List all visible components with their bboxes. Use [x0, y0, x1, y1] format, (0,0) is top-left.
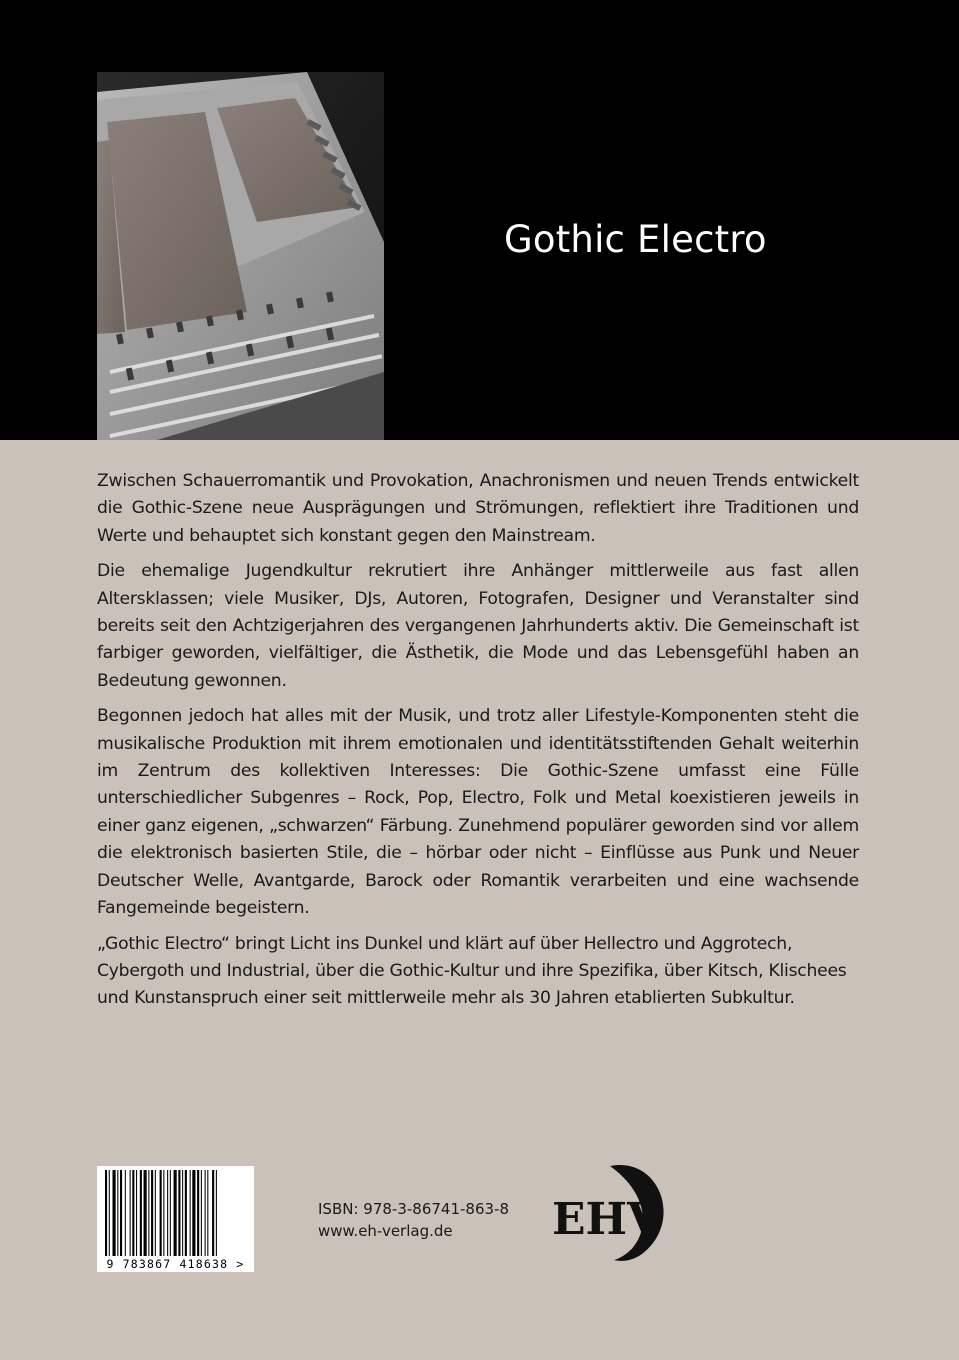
barcode-digits: 9 783867 418638 >: [106, 1257, 245, 1271]
blurb-paragraph: Die ehemalige Jugendkultur rekrutiert ihre Anhänger mittlerweile aus fast allen Altersklassen; viele Musiker, DJs, Autoren, Fotografen, Designer und Veranstalter sind bereits seit den Achtzigerjahren des vergangenen Jahrhunderts aktiv. Die Gemeinschaft ist farbiger geworden, vielfältiger, die Ästhetik, die Mode und das Lebensgefühl haben an Bedeutung gewonnen.: [97, 561, 859, 691]
book-title: Gothic Electro: [504, 218, 767, 261]
logo-text: EHV: [552, 1194, 662, 1245]
cover-top-band: [0, 0, 959, 440]
back-cover-blurb: [97, 468, 859, 1021]
publisher-info: [318, 1198, 509, 1242]
publisher-logo: [548, 1162, 678, 1262]
barcode-bars: [97, 1166, 254, 1258]
cover-photo: [97, 72, 384, 440]
blurb-paragraph: Begonnen jedoch hat alles mit der Musik, und trotz aller Lifestyle-Komponenten steht die musikalische Produktion mit ihrem emotionalen und identitätsstiftenden Gehalt weiterhin im Zentrum des kollektiven Interesses: Die Gothic-Szene umfasst eine Fülle unterschiedlicher Subgenres – Rock, Pop, Electro, Folk und Metal koexistieren jeweils in einer ganz eigenen, „schwarzen“ Färbung. Zunehmend populärer geworden sind vor allem die elektronisch basierten Stile, die – hörbar oder nicht – Einflüsse aus Punk und Neuer Deutscher Welle, Avantgarde, Barock oder Romantik verarbeiten und eine wachsende Fangemeinde begeistern.: [97, 706, 859, 919]
blurb-paragraph: Zwischen Schauerromantik und Provokation, Anachronismen und neuen Trends entwickelt die Gothic-Szene neue Ausprägungen und Strömungen, reflektiert ihre Traditionen und Werte und behauptet sich konstant gegen den Mainstream.: [97, 471, 859, 546]
isbn-text: ISBN: 978-3-86741-863-8: [318, 1200, 509, 1218]
publisher-website: www.eh-verlag.de: [318, 1222, 453, 1240]
blurb-paragraph: „Gothic Electro“ bringt Licht ins Dunkel und klärt auf über Hellectro und Aggrotech, Cybergoth und Industrial, über die Gothic-Kultur und ihre Spezifika, über Kitsch, Klischees und Kunstanspruch einer seit mittlerweile mehr als 30 Jahren etablierten Subkultur.: [97, 933, 847, 1009]
isbn-barcode: [97, 1166, 254, 1272]
